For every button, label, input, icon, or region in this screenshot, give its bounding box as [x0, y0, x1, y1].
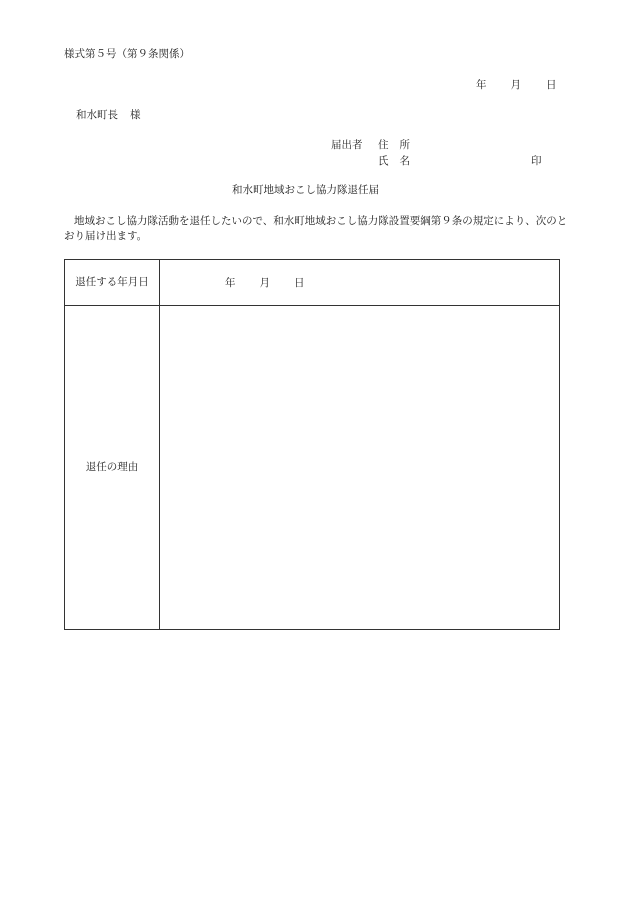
addressee-name: 和水町長	[76, 109, 118, 121]
addressee-honorific: 様	[130, 109, 141, 121]
name-label: 氏名	[378, 155, 421, 167]
document-body: 地域おこし協力隊活動を退任したいので、和水町地域おこし協力隊設置要綱第９条の規定により、次のとおり届け出ます。	[64, 215, 568, 242]
document-title: 和水町地域おこし協力隊退任届	[232, 184, 379, 196]
retire-date-field[interactable]	[160, 260, 559, 305]
form-number: 様式第５号（第９条関係）	[64, 48, 190, 60]
submission-date	[476, 80, 557, 91]
form-table	[64, 259, 560, 630]
retire-day-label: 日	[294, 277, 305, 289]
date-month-label: 月	[510, 79, 521, 91]
date-year-label: 年	[476, 79, 487, 91]
date-day-label: 日	[546, 79, 557, 91]
retire-year-label: 年	[225, 277, 236, 289]
retire-date-label: 退任する年月日	[75, 276, 149, 289]
seal-mark: 印	[531, 155, 542, 167]
retire-date-value	[225, 278, 305, 289]
retire-reason-label: 退任の理由	[85, 460, 139, 473]
retire-month-label: 月	[259, 277, 270, 289]
table-row-retire-date	[65, 260, 559, 306]
table-row-retire-reason	[65, 305, 559, 629]
notifier-label: 届出者	[331, 139, 363, 151]
addressee	[76, 110, 141, 121]
address-label: 住所	[378, 139, 421, 151]
retire-reason-field[interactable]	[160, 305, 559, 629]
